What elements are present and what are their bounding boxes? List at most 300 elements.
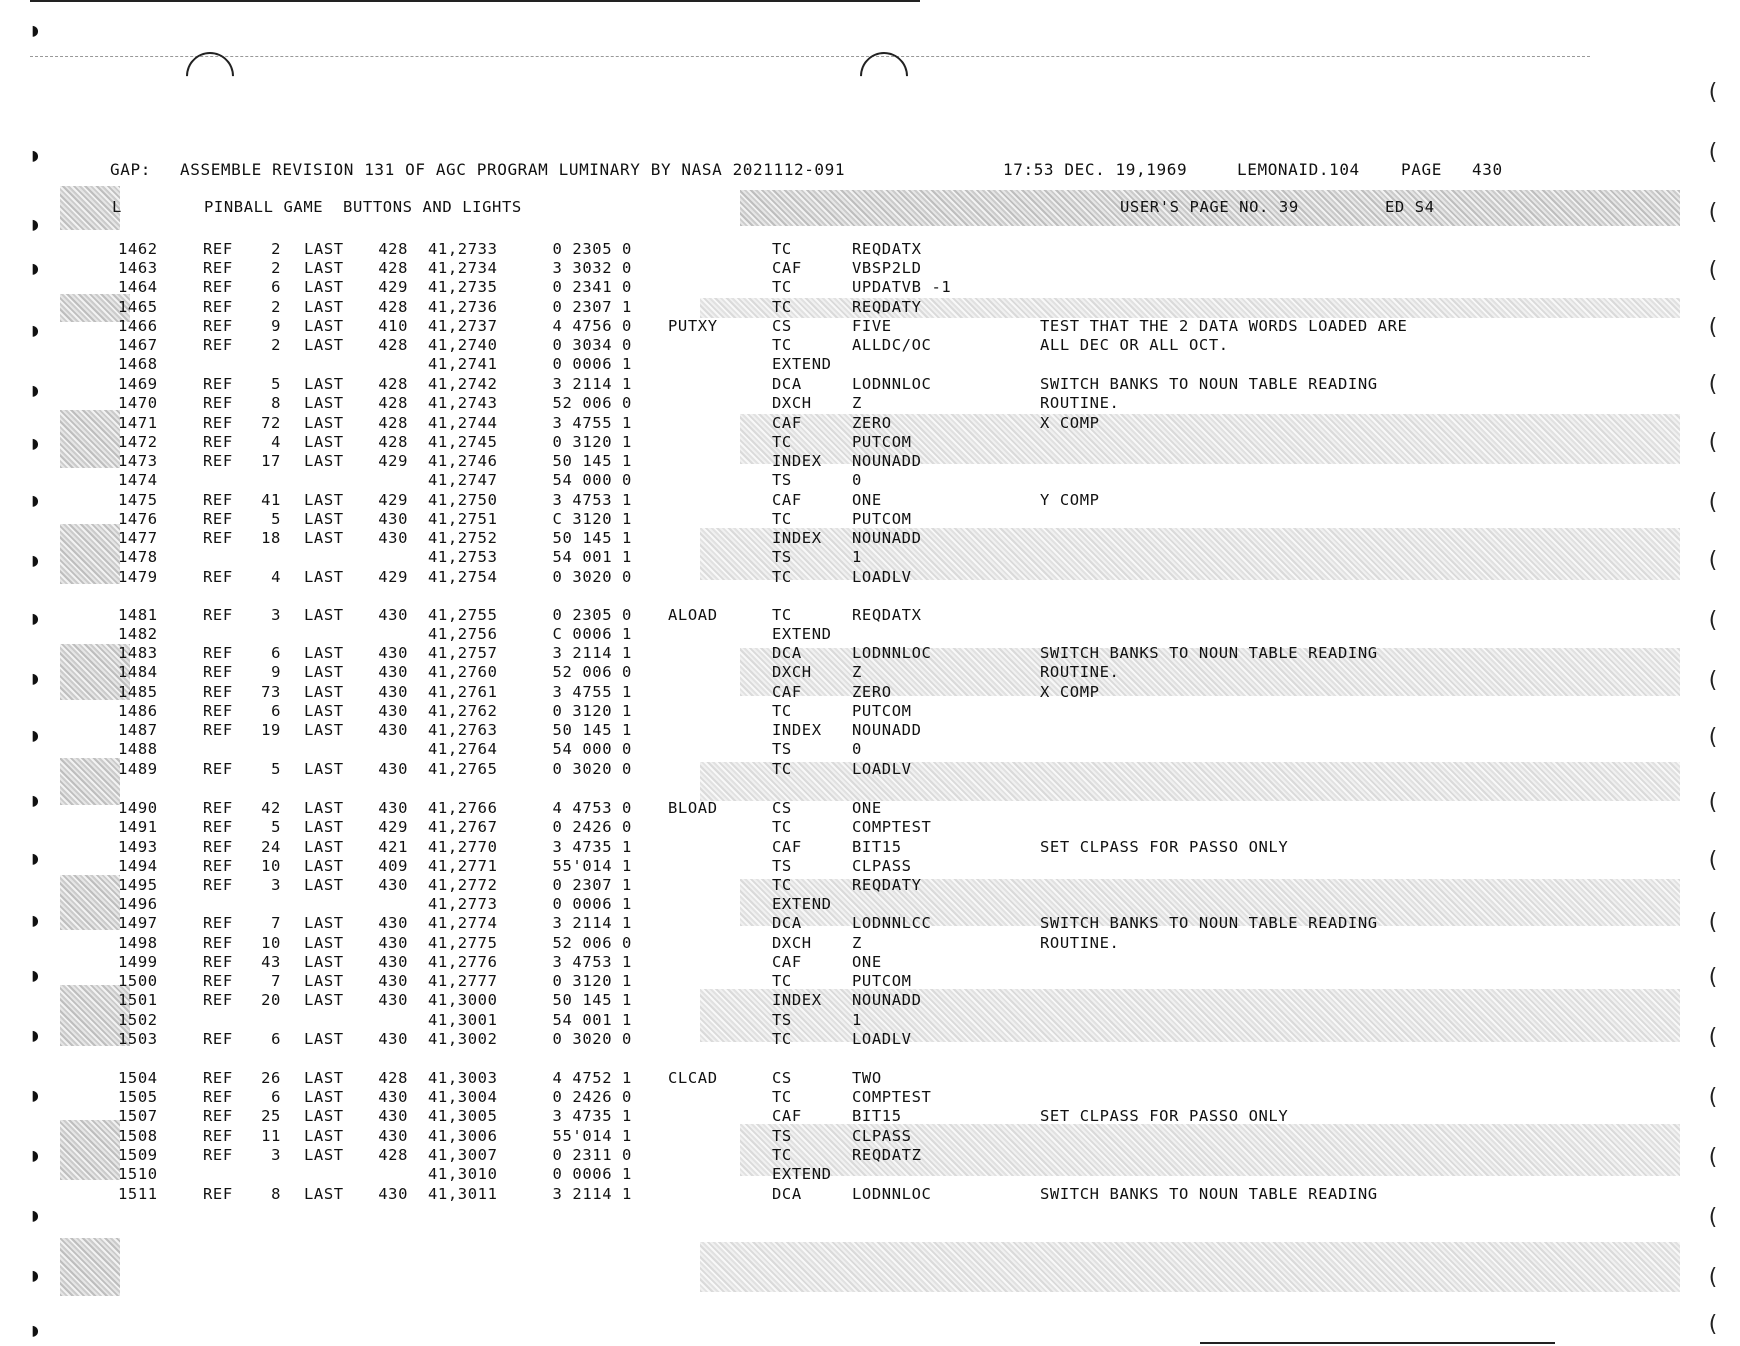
line-last: LAST	[304, 644, 344, 662]
line-cnt: 2	[271, 336, 281, 354]
line-code: 0 3020 0	[552, 568, 632, 586]
line-last: LAST	[304, 876, 344, 894]
line-code: 3 4753 1	[552, 953, 632, 971]
line-addr: 41,2747	[428, 471, 498, 489]
margin-mark-left: ◗	[30, 790, 41, 811]
margin-mark-right: (	[1706, 910, 1720, 935]
line-addr: 41,2742	[428, 375, 498, 393]
line-cnt: 6	[271, 1088, 281, 1106]
tear-line	[30, 56, 1590, 57]
listing-line	[0, 452, 1740, 471]
line-addr: 41,2761	[428, 683, 498, 701]
line-code: 0 2305 0	[552, 606, 632, 624]
line-comment: ROUTINE.	[1040, 394, 1120, 412]
line-num: 1485	[118, 683, 158, 701]
line-addr: 41,3003	[428, 1069, 498, 1087]
listing-line	[0, 818, 1740, 837]
line-last: LAST	[304, 394, 344, 412]
margin-mark-right: (	[1706, 1085, 1720, 1110]
line-ref: REF	[203, 259, 233, 277]
line-op: CAF	[772, 491, 802, 509]
line-addr: 41,2774	[428, 914, 498, 932]
listing-line	[0, 760, 1740, 779]
job-name: LEMONAID.104	[1237, 160, 1360, 179]
line-op: TC	[772, 240, 792, 258]
line-last: LAST	[304, 568, 344, 586]
line-last: LAST	[304, 240, 344, 258]
line-operand: ALLDC/OC	[852, 336, 932, 354]
line-op: INDEX	[772, 529, 822, 547]
line-num: 1489	[118, 760, 158, 778]
line-addr: 41,3000	[428, 991, 498, 1009]
line-code: 0 2426 0	[552, 818, 632, 836]
margin-mark-left: ◗	[30, 1085, 41, 1106]
line-op: TC	[772, 336, 792, 354]
line-code: 3 2114 1	[552, 644, 632, 662]
listing-line	[0, 799, 1740, 818]
margin-mark-left: ◗	[30, 1320, 41, 1341]
listing-line	[0, 471, 1740, 490]
line-comment: SET CLPASS FOR PASSO ONLY	[1040, 1107, 1289, 1125]
line-cnt: 26	[261, 1069, 281, 1087]
line-last: LAST	[304, 818, 344, 836]
line-label: CLCAD	[668, 1069, 718, 1087]
line-code: 0 0006 1	[552, 1165, 632, 1183]
line-addr: 41,3006	[428, 1127, 498, 1145]
line-last: LAST	[304, 336, 344, 354]
line-last: LAST	[304, 1069, 344, 1087]
line-addr: 41,2750	[428, 491, 498, 509]
line-ref: REF	[203, 336, 233, 354]
line-comment: ROUTINE.	[1040, 663, 1120, 681]
line-operand: COMPTEST	[852, 818, 932, 836]
line-ref: REF	[203, 644, 233, 662]
line-ref: REF	[203, 394, 233, 412]
line-op: EXTEND	[772, 355, 832, 373]
line-ref: REF	[203, 452, 233, 470]
line-operand: LODNNLOC	[852, 375, 932, 393]
margin-mark-right: (	[1706, 965, 1720, 990]
line-operand: ONE	[852, 799, 882, 817]
line-code: C 3120 1	[552, 510, 632, 528]
line-operand: 1	[852, 1011, 862, 1029]
listing-line	[0, 1165, 1740, 1184]
line-ref: REF	[203, 1185, 233, 1203]
line-operand: PUTCOM	[852, 433, 912, 451]
listing-line	[0, 625, 1740, 644]
line-operand: REQDATY	[852, 876, 922, 894]
line-operand: 0	[852, 471, 862, 489]
listing-line	[0, 1127, 1740, 1146]
line-code: 54 000 0	[552, 471, 632, 489]
line-comment: X COMP	[1040, 683, 1100, 701]
line-num: 1505	[118, 1088, 158, 1106]
line-op: CAF	[772, 259, 802, 277]
line-num: 1474	[118, 471, 158, 489]
line-code: 4 4752 1	[552, 1069, 632, 1087]
listing-line	[0, 991, 1740, 1010]
shade-band	[60, 186, 120, 230]
line-pg: 428	[378, 433, 408, 451]
line-last: LAST	[304, 721, 344, 739]
line-last: LAST	[304, 375, 344, 393]
line-cnt: 10	[261, 857, 281, 875]
line-ref: REF	[203, 1030, 233, 1048]
listing-line	[0, 721, 1740, 740]
listing-line	[0, 529, 1740, 548]
line-op: DXCH	[772, 663, 812, 681]
edition-tag: ED S4	[1385, 198, 1435, 216]
line-pg: 430	[378, 721, 408, 739]
line-cnt: 10	[261, 934, 281, 952]
line-code: 0 3020 0	[552, 1030, 632, 1048]
line-addr: 41,2772	[428, 876, 498, 894]
line-operand: Z	[852, 394, 862, 412]
line-operand: 1	[852, 548, 862, 566]
margin-mark-left: ◗	[30, 725, 41, 746]
section-title: PINBALL GAME BUTTONS AND LIGHTS	[204, 198, 522, 216]
listing-line	[0, 394, 1740, 413]
line-addr: 41,2767	[428, 818, 498, 836]
line-last: LAST	[304, 1185, 344, 1203]
line-addr: 41,2762	[428, 702, 498, 720]
line-pg: 430	[378, 1127, 408, 1145]
line-pg: 430	[378, 953, 408, 971]
listing-line	[0, 298, 1740, 317]
line-cnt: 43	[261, 953, 281, 971]
listing-line	[0, 414, 1740, 433]
line-addr: 41,2764	[428, 740, 498, 758]
line-cnt: 2	[271, 259, 281, 277]
line-last: LAST	[304, 606, 344, 624]
line-ref: REF	[203, 606, 233, 624]
line-last: LAST	[304, 857, 344, 875]
line-pg: 428	[378, 336, 408, 354]
line-cnt: 6	[271, 644, 281, 662]
line-operand: ZERO	[852, 414, 892, 432]
line-cnt: 20	[261, 991, 281, 1009]
line-operand: REQDATZ	[852, 1146, 922, 1164]
margin-mark-right: (	[1706, 315, 1720, 340]
line-last: LAST	[304, 683, 344, 701]
listing-line	[0, 1011, 1740, 1030]
line-addr: 41,2775	[428, 934, 498, 952]
line-code: 3 2114 1	[552, 375, 632, 393]
line-num: 1488	[118, 740, 158, 758]
line-op: CAF	[772, 1107, 802, 1125]
listing-line	[0, 355, 1740, 374]
line-addr: 41,3011	[428, 1185, 498, 1203]
listing-line	[0, 510, 1740, 529]
line-last: LAST	[304, 991, 344, 1009]
margin-mark-left: ◗	[30, 1025, 41, 1046]
line-cnt: 2	[271, 240, 281, 258]
line-last: LAST	[304, 414, 344, 432]
line-cnt: 7	[271, 972, 281, 990]
line-addr: 41,2743	[428, 394, 498, 412]
line-num: 1475	[118, 491, 158, 509]
line-addr: 41,2754	[428, 568, 498, 586]
line-code: 50 145 1	[552, 721, 632, 739]
line-last: LAST	[304, 1107, 344, 1125]
margin-mark-right: (	[1706, 1265, 1720, 1290]
listing-line	[0, 914, 1740, 933]
line-op: TS	[772, 471, 792, 489]
line-cnt: 7	[271, 914, 281, 932]
margin-mark-right: (	[1706, 1312, 1720, 1337]
line-addr: 41,2744	[428, 414, 498, 432]
margin-mark-left: ◗	[30, 848, 41, 869]
listing-line	[0, 548, 1740, 567]
line-cnt: 17	[261, 452, 281, 470]
line-cnt: 6	[271, 702, 281, 720]
line-cnt: 8	[271, 394, 281, 412]
line-code: 0 3120 1	[552, 433, 632, 451]
line-num: 1469	[118, 375, 158, 393]
line-cnt: 5	[271, 760, 281, 778]
line-cnt: 9	[271, 663, 281, 681]
margin-mark-left: ◗	[30, 608, 41, 629]
line-addr: 41,2740	[428, 336, 498, 354]
line-operand: 0	[852, 740, 862, 758]
line-addr: 41,2765	[428, 760, 498, 778]
listing-line	[0, 1069, 1740, 1088]
line-cnt: 41	[261, 491, 281, 509]
line-pg: 428	[378, 259, 408, 277]
line-num: 1481	[118, 606, 158, 624]
line-num: 1495	[118, 876, 158, 894]
line-num: 1493	[118, 838, 158, 856]
listing-line	[0, 259, 1740, 278]
line-addr: 41,2770	[428, 838, 498, 856]
line-op: INDEX	[772, 452, 822, 470]
line-cnt: 11	[261, 1127, 281, 1145]
line-addr: 41,3004	[428, 1088, 498, 1106]
line-operand: UPDATVB -1	[852, 278, 952, 296]
line-op: INDEX	[772, 991, 822, 1009]
punch-hole-center	[850, 42, 918, 110]
line-cnt: 42	[261, 799, 281, 817]
line-code: 4 4756 0	[552, 317, 632, 335]
line-cnt: 3	[271, 876, 281, 894]
line-ref: REF	[203, 529, 233, 547]
line-num: 1504	[118, 1069, 158, 1087]
line-num: 1479	[118, 568, 158, 586]
line-ref: REF	[203, 1088, 233, 1106]
line-addr: 41,2755	[428, 606, 498, 624]
line-pg: 429	[378, 568, 408, 586]
line-pg: 430	[378, 702, 408, 720]
margin-mark-right: (	[1706, 790, 1720, 815]
line-cnt: 18	[261, 529, 281, 547]
line-code: 0 2426 0	[552, 1088, 632, 1106]
line-pg: 429	[378, 491, 408, 509]
line-addr: 41,3010	[428, 1165, 498, 1183]
line-num: 1486	[118, 702, 158, 720]
line-cnt: 4	[271, 568, 281, 586]
line-ref: REF	[203, 799, 233, 817]
line-ref: REF	[203, 838, 233, 856]
margin-mark-left: ◗	[30, 550, 41, 571]
line-code: 54 001 1	[552, 1011, 632, 1029]
listing-line	[0, 953, 1740, 972]
line-pg: 430	[378, 1185, 408, 1203]
line-operand: ONE	[852, 491, 882, 509]
line-op: TC	[772, 818, 792, 836]
gap-label: GAP:	[110, 160, 151, 179]
line-addr: 41,2752	[428, 529, 498, 547]
line-operand: BIT15	[852, 1107, 902, 1125]
line-comment: TEST THAT THE 2 DATA WORDS LOADED ARE	[1040, 317, 1408, 335]
listing-line	[0, 317, 1740, 336]
line-last: LAST	[304, 1127, 344, 1145]
line-code: 4 4753 0	[552, 799, 632, 817]
line-addr: 41,2736	[428, 298, 498, 316]
line-addr: 41,2776	[428, 953, 498, 971]
shade-band	[60, 1238, 120, 1296]
line-code: 3 2114 1	[552, 1185, 632, 1203]
line-ref: REF	[203, 934, 233, 952]
listing-line	[0, 606, 1740, 625]
line-addr: 41,2746	[428, 452, 498, 470]
margin-mark-right: (	[1706, 1145, 1720, 1170]
line-code: 55'014 1	[552, 857, 632, 875]
line-last: LAST	[304, 972, 344, 990]
margin-mark-right: (	[1706, 608, 1720, 633]
line-cnt: 6	[271, 1030, 281, 1048]
line-label: PUTXY	[668, 317, 718, 335]
line-ref: REF	[203, 818, 233, 836]
line-pg: 430	[378, 799, 408, 817]
line-ref: REF	[203, 317, 233, 335]
line-operand: LODNNLCC	[852, 914, 932, 932]
line-op: TC	[772, 876, 792, 894]
line-operand: CLPASS	[852, 1127, 912, 1145]
listing-line	[0, 278, 1740, 297]
line-code: 0 0006 1	[552, 895, 632, 913]
line-last: LAST	[304, 914, 344, 932]
line-op: TC	[772, 760, 792, 778]
line-ref: REF	[203, 375, 233, 393]
line-cnt: 72	[261, 414, 281, 432]
line-ref: REF	[203, 702, 233, 720]
line-pg: 430	[378, 606, 408, 624]
line-ref: REF	[203, 972, 233, 990]
line-operand: Z	[852, 663, 862, 681]
assembly-datetime: 17:53 DEC. 19,1969	[1003, 160, 1188, 179]
line-cnt: 5	[271, 818, 281, 836]
line-num: 1502	[118, 1011, 158, 1029]
line-op: EXTEND	[772, 1165, 832, 1183]
listing-line	[0, 375, 1740, 394]
listing-line	[0, 740, 1740, 759]
margin-mark-right: (	[1706, 725, 1720, 750]
line-op: TC	[772, 433, 792, 451]
line-op: EXTEND	[772, 895, 832, 913]
line-last: LAST	[304, 838, 344, 856]
line-code: 0 2341 0	[552, 278, 632, 296]
line-comment: SWITCH BANKS TO NOUN TABLE READING	[1040, 1185, 1378, 1203]
line-ref: REF	[203, 298, 233, 316]
bottom-rule	[1200, 1342, 1555, 1344]
line-num: 1498	[118, 934, 158, 952]
line-op: TC	[772, 972, 792, 990]
listing-line	[0, 934, 1740, 953]
line-num: 1511	[118, 1185, 158, 1203]
line-op: CAF	[772, 683, 802, 701]
line-code: 3 2114 1	[552, 914, 632, 932]
line-addr: 41,2734	[428, 259, 498, 277]
line-ref: REF	[203, 663, 233, 681]
line-pg: 428	[378, 375, 408, 393]
listing-marker: L	[112, 198, 122, 216]
line-addr: 41,2741	[428, 355, 498, 373]
line-num: 1500	[118, 972, 158, 990]
line-comment: SWITCH BANKS TO NOUN TABLE READING	[1040, 375, 1378, 393]
line-op: TS	[772, 1011, 792, 1029]
line-operand: PUTCOM	[852, 702, 912, 720]
line-last: LAST	[304, 953, 344, 971]
line-num: 1507	[118, 1107, 158, 1125]
line-ref: REF	[203, 991, 233, 1009]
line-op: CAF	[772, 953, 802, 971]
line-addr: 41,2733	[428, 240, 498, 258]
line-operand: COMPTEST	[852, 1088, 932, 1106]
line-pg: 430	[378, 529, 408, 547]
line-label: ALOAD	[668, 606, 718, 624]
line-op: DCA	[772, 1185, 802, 1203]
line-pg: 430	[378, 934, 408, 952]
line-num: 1470	[118, 394, 158, 412]
line-num: 1490	[118, 799, 158, 817]
line-code: 54 001 1	[552, 548, 632, 566]
line-addr: 41,2735	[428, 278, 498, 296]
line-last: LAST	[304, 760, 344, 778]
line-addr: 41,3002	[428, 1030, 498, 1048]
margin-mark-left: ◗	[30, 1265, 41, 1286]
line-pg: 428	[378, 1069, 408, 1087]
line-code: 3 3032 0	[552, 259, 632, 277]
line-num: 1494	[118, 857, 158, 875]
margin-mark-left: ◗	[30, 214, 41, 235]
line-num: 1464	[118, 278, 158, 296]
margin-mark-right: (	[1706, 848, 1720, 873]
line-num: 1482	[118, 625, 158, 643]
listing-line	[0, 972, 1740, 991]
margin-mark-left: ◗	[30, 380, 41, 401]
line-code: 3 4735 1	[552, 838, 632, 856]
line-cnt: 19	[261, 721, 281, 739]
line-ref: REF	[203, 760, 233, 778]
margin-mark-right: (	[1706, 200, 1720, 225]
line-ref: REF	[203, 278, 233, 296]
line-pg: 430	[378, 663, 408, 681]
line-last: LAST	[304, 259, 344, 277]
line-op: DCA	[772, 914, 802, 932]
line-ref: REF	[203, 683, 233, 701]
punch-hole-left	[176, 42, 244, 110]
line-cnt: 9	[271, 317, 281, 335]
line-num: 1509	[118, 1146, 158, 1164]
line-operand: NOUNADD	[852, 721, 922, 739]
line-operand: LOADLV	[852, 760, 912, 778]
line-last: LAST	[304, 298, 344, 316]
line-op: TS	[772, 1127, 792, 1145]
line-op: INDEX	[772, 721, 822, 739]
line-op: TC	[772, 510, 792, 528]
line-last: LAST	[304, 1030, 344, 1048]
line-ref: REF	[203, 414, 233, 432]
